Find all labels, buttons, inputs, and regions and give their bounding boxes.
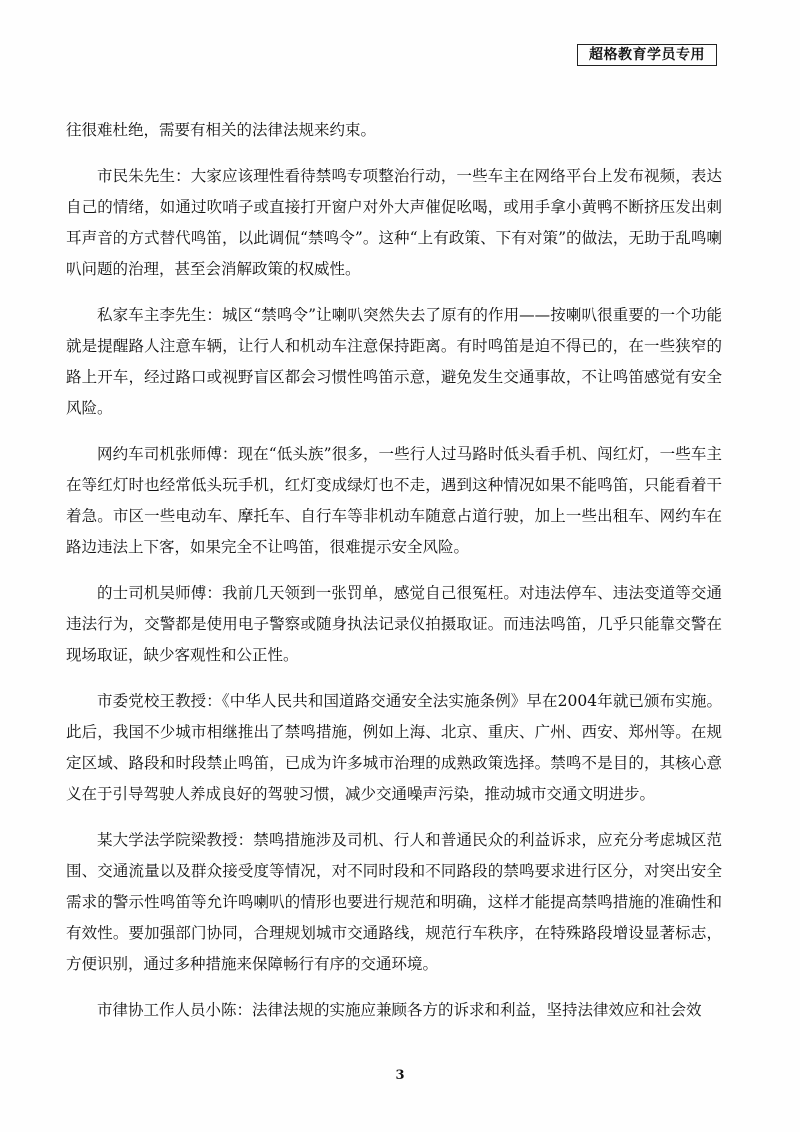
paragraph-professor-wang: 市委党校王教授：《中华人民共和国道路交通安全法实施条例》早在2004年就已颁布实施。此后，我国不少城市相继推出了禁鸣措施，例如上海、北京、重庆、广州、西安、郑州等。在规定区域、路段和时段禁止鸣笛，已成为许多城市治理的成熟政策选择。禁鸣不是目的，其核心意义在于引导驾驶人养成良好的驾驶习惯，减少交通噪声污染，推动城市交通文明进步。: [66, 692, 722, 803]
paragraph-professor-liang: 某大学法学院梁教授：禁鸣措施涉及司机、行人和普通民众的利益诉求，应充分考虑城区范围、交通流量以及群众接受度等情况，对不同时段和不同路段的禁鸣要求进行区分，对突出安全需求的警示性鸣笛等允许鸣喇叭的情形也要进行规范和明确，这样才能提高禁鸣措施的准确性和有效性。要加强部门协同，合理规划城市交通路线，规范行车秩序，在特殊路段增设显著标志，方便识别，通过多种措施来保障畅行有序的交通环境。: [66, 831, 722, 973]
paragraph-lawyer-chen: 市律协工作人员小陈：法律法规的实施应兼顾各方的诉求和利益，坚持法律效应和社会效: [97, 1001, 702, 1019]
paragraph-driver-zhang: 网约车司机张师傅：现在“低头族”很多，一些行人过马路时低头看手机、闯红灯，一些车主在等红灯时也经常低头玩手机，红灯变成绿灯也不走，遇到这种情况如果不能鸣笛，只能看着干着急。市区一些电动车、摩托车、自行车等非机动车随意占道行驶，加上一些出租车、网约车在路边违法上下客，如果完全不让鸣笛，很难提示安全风险。: [66, 445, 722, 556]
paragraph-taxi-driver-wu: 的士司机吴师傅：我前几天领到一张罚单，感觉自己很冤枉。对违法停车、违法变道等交通违法行为，交警都是使用电子警察或随身执法记录仪拍摄取证。而违法鸣笛，几乎只能靠交警在现场取证，缺少客观性和公正性。: [66, 584, 722, 664]
paragraph-continued: 往很难杜绝，需要有相关的法律法规来约束。: [66, 121, 377, 139]
document-body: [66, 115, 722, 1041]
header-badge: 超格教育学员专用: [577, 44, 717, 66]
paragraph-car-owner-li: 私家车主李先生：城区“禁鸣令”让喇叭突然失去了原有的作用——按喇叭很重要的一个功能就是提醒路人注意车辆，让行人和机动车注意保持距离。有时鸣笛是迫不得已的，在一些狭窄的路上开车，经过路口或视野盲区都会习惯性鸣笛示意，避免发生交通事故，不让鸣笛感觉有安全风险。: [66, 306, 722, 417]
paragraph-citizen-zhu: 市民朱先生：大家应该理性看待禁鸣专项整治行动，一些车主在网络平台上发布视频，表达自己的情绪，如通过吹哨子或直接打开窗户对外大声催促吆喝，或用手拿小黄鸭不断挤压发出刺耳声音的方式替代鸣笛，以此调侃“禁鸣令”。这种“上有政策、下有对策”的做法，无助于乱鸣喇叭问题的治理，甚至会消解政策的权威性。: [66, 167, 722, 278]
page-number: 3: [395, 1068, 405, 1083]
